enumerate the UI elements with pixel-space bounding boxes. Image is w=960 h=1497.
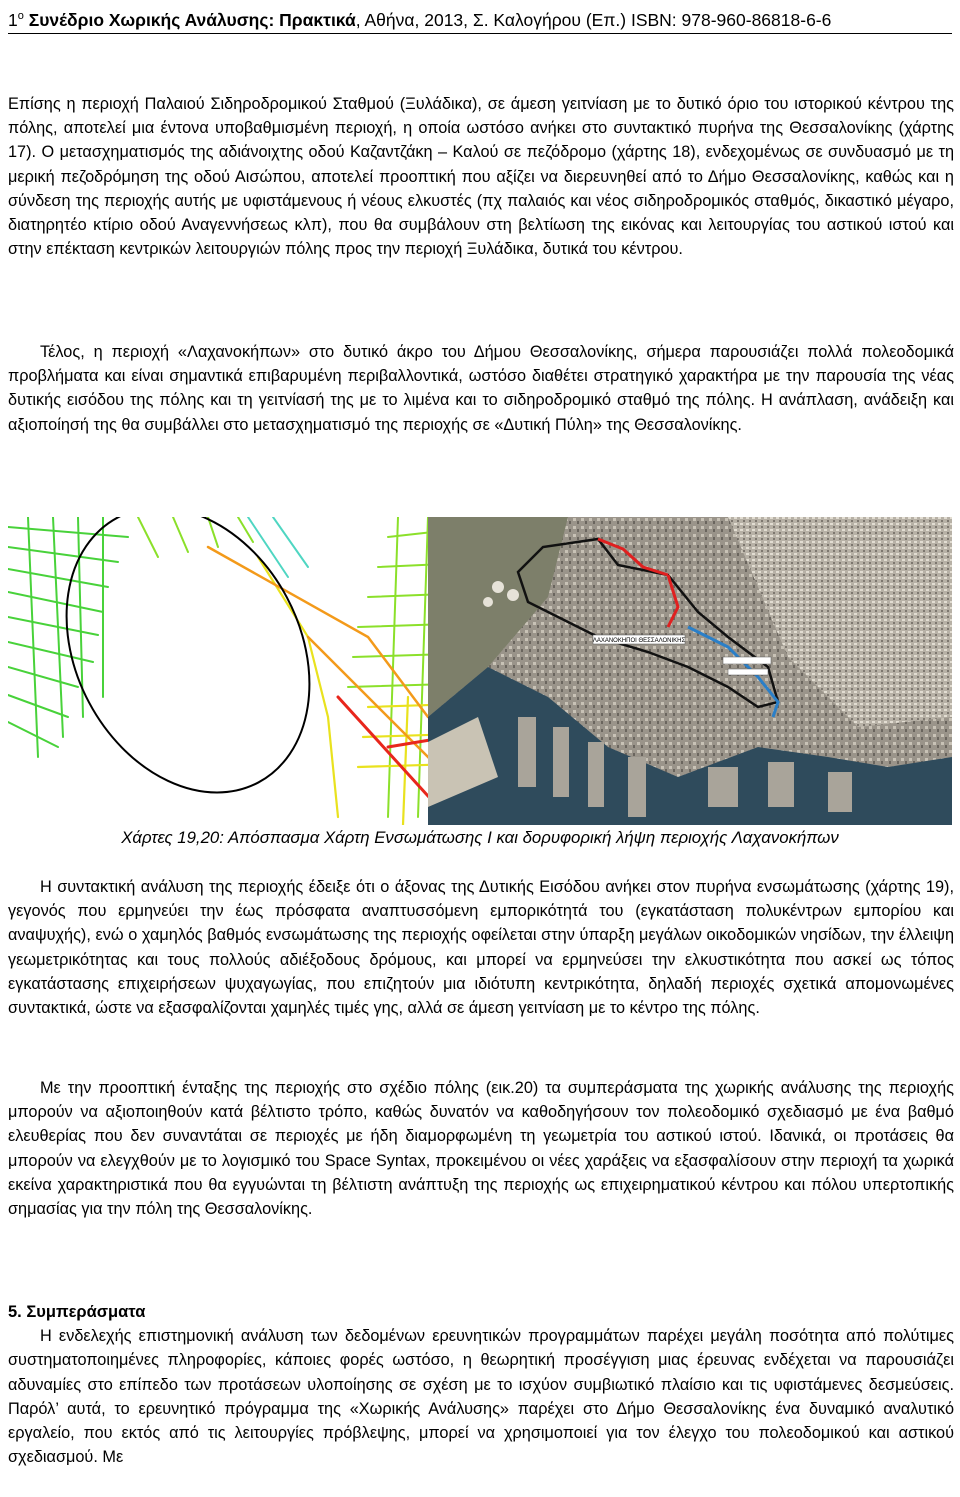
section-5-text: Η ενδελεχής επιστημονική ανάλυση των δεδομένων ερευνητικών προγραμμάτων παρέχει μεγάλη ποσότητα από πολύτιμες συστηματοποιημένες πληροφορίες, κάποιες φορές ωστόσο, η θεωρητική προσέγγιση μιας έρευνας ενδέχεται να παρουσιάζει αδυναμίες στο επίπεδο των προτάσεων υλοποίησης σε σχέση με το ισχύον συμβιωτικό πλαίσιο και τις υφιστάμενες δεσμεύσεις. Παρόλ’ αυτά, το ερευνητικό πρόγραμμα της «Χωρικής Ανάλυσης» παρέχει στο Δήμο Θεσσαλονίκης ένα δυναμικό αναλυτικό εργαλείο, που εκτός από τις λειτουργίες πρόβλεψης, μπορεί να χρησιμοποιεί για τον έλεγχο του πολεοδομικού και αστικού σχεδιασμού. Με xyxy=(8,1327,954,1467)
paragraph-1 xyxy=(8,92,954,261)
paragraph-4-text: Με την προοπτική ένταξης της περιοχής στο σχέδιο πόλης (εικ.20) τα συμπεράσματα της χωρικής ανάλυσης της περιοχής μπορούν να αξιοποιηθούν κατά βέλτιστο τρόπο, καθώς δυνατόν να καθοδηγήσουν τον πολεοδομικό σχεδιασμό με ένα βαθμό ελευθερίας που δεν συναντάται σε περιοχές με ήδη διαμορφωμένη τη γεωμετρία του αστικού ιστού. Ιδανικά, οι προτάσεις θα μπορούν να ελεγχθούν με το λογισμικό του Space Syntax, προκειμένου οι νέες χαράξεις να εξασφαλίσουν στην περιοχή τα χωρικά εκείνα χαρακτηριστικά που θα εγγυώνται τη βέλτιστη ανάπτυξη της περιοχής ως επιχειρηματικού κέντρου και πόλου υπερτοπικής σημασίας για την πόλη της Θεσσαλονίκης. xyxy=(8,1079,954,1219)
map-label: ΛΑΧΑΝΟΚΗΠΟΙ ΘΕΣΣΑΛΟΝΙΚΗΣ xyxy=(592,638,686,644)
page-header xyxy=(8,3,952,34)
figure-caption: Χάρτες 19,20: Απόσπασμα Χάρτη Ενσωμάτωσης Ι και δορυφορική λήψη περιοχής Λαχανοκήπων xyxy=(121,828,839,847)
paragraph-4 xyxy=(8,1076,954,1221)
paragraph-2-highlight: Η ανάπλαση, ανάδειξη και αξιοποίησή της θα συμβάλλει στο μετασχηματισμό της περιοχής σε «Δυτική Πύλη» της Θεσσαλονίκης. xyxy=(8,391,954,434)
figure-maps xyxy=(8,517,952,825)
header-conference: Συνέδριο Χωρικής Ανάλυσης: Πρακτικά xyxy=(23,9,356,30)
satellite-map xyxy=(428,517,952,825)
paragraph-2-text: Τέλος, η περιοχή «Λαχανοκήπων» στο δυτικό άκρο του Δήμου Θεσσαλονίκης, σήμερα παρουσιάζει πολλά πολεοδομικά προβλήματα και είναι σημαντικά επιβαρυμένη περιβαλλοντικά, ωστόσο διαθέτει στρατηγικό χαρακτήρα με την παρουσία της νέας δυτικής εισόδου της πόλης και τη γειτνίασή της με το λιμένα και το σιδηροδρομικό σταθμό της πόλης. xyxy=(8,343,954,410)
section-5 xyxy=(8,1300,954,1469)
header-ordinal: ο xyxy=(17,10,24,22)
paragraph-3-text: Η συντακτική ανάλυση της περιοχής έδειξε ότι ο άξονας της Δυτικής Εισόδου ανήκει στον πυρήνα ενσωμάτωσης (χάρτης 19), γεγονός που ερμηνεύει την έως πρόσφατα αναπτυσσόμενη εμπορικότητά του (εγκατάσταση πολυκέντρων εμπορίου και αναψυχής), ενώ ο χαμηλός βαθμός ενσωμάτωσης της περιοχής οφείλεται στην ύπαρξη μεγάλων οικοδομικών νησίδων, την έλλειψη γεωμετρικότητας και τους πολλούς αδιέξοδους δρόμους, και μπορεί να ερμηνεύσει την ελκυστικότητα που ασκεί ως τόπος εγκατάστασης επιχειρήσεων ψυχαγωγίας, που επιζητούν μια ιδιότυπη κεντρικότητα, δηλαδή περιοχές σχετικά απομονωμένες συντακτικά, ώστε να εξασφαλίζονται χαμηλές τιμές γης, αλλά σε άμεση γειτνίαση με το κέντρο της πόλης. xyxy=(8,878,954,1018)
paragraph-1-text: Επίσης η περιοχή Παλαιού Σιδηροδρομικού Σταθμού (Ξυλάδικα), σε άμεση γειτνίαση με το δυτικό όριο του ιστορικού κέντρου της πόλης, αποτελεί μια έντονα υποβαθμισμένη περιοχή, η οποία ωστόσο ανήκει στο συντακτικό πυρήνα της Θεσσαλονίκης (χάρτης 17). Ο μετασχηματισμός της αδιάνοιχτης οδού Καζαντζάκη – Καλού σε πεζόδρομο (χάρτης 18), ενδεχομένως σε συνδυασμό με τη μερική πεζοδρόμηση της οδού Αισώπου, αποτελεί προοπτική που αξίζει να διερευνηθεί από το Δήμο Θεσσαλονίκης, καθώς και η σύνδεση της περιοχής αυτής με υφιστάμενους ή νέους ελκυστές (πχ παλαιός και νέος σιδηροδρομικός σταθμός, δικαστικό μέγαρο, διατηρητέο κτίριο οδού Αναγεννήσεως κλπ), που θα συμβάλουν στη βελτίωση της εικόνας και λειτουργίας του αστικού ιστού και στην επέκταση κεντρικών λειτουργιών πόλης προς την περιοχή Ξυλάδικα, δυτικά του κέντρου. xyxy=(8,95,954,259)
header-number: 1 xyxy=(8,9,18,30)
paragraph-3 xyxy=(8,875,954,1020)
paragraph-2 xyxy=(8,340,954,437)
header-details: , Αθήνα, 2013, Σ. Καλογήρου (Επ.) ISBN: 978-960-86818-6-6 xyxy=(355,9,832,30)
section-5-title: 5. Συμπεράσματα xyxy=(8,1303,146,1321)
